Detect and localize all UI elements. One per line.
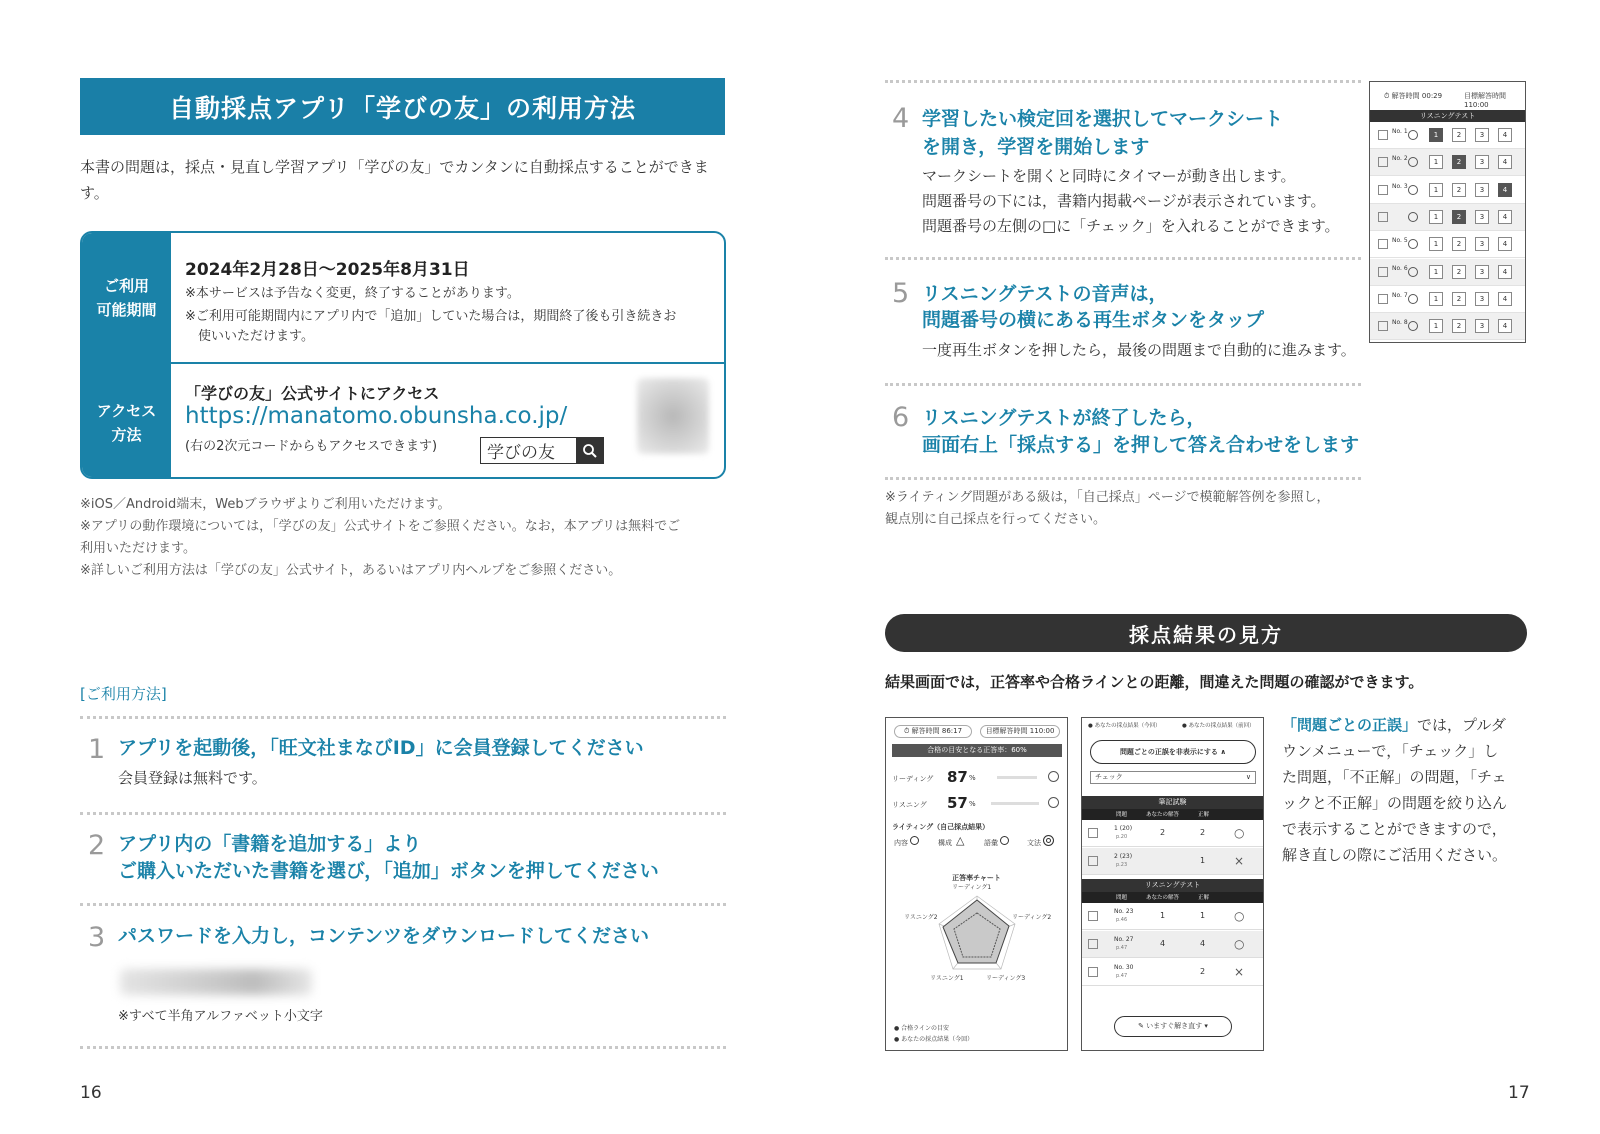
divider [80, 716, 726, 719]
timer-label: ⏱ 解答時間 00:29 [1384, 92, 1443, 100]
divider [885, 257, 1361, 260]
axis-label: リスニング1 [930, 975, 964, 982]
filter-dropdown[interactable]: チェック ∨ [1090, 771, 1256, 784]
answer-choice[interactable]: 1 [1429, 237, 1443, 251]
target-time-label: 目標解答時間 110:00 [1464, 92, 1506, 109]
answer-choice[interactable]: 1 [1429, 265, 1443, 279]
correct-answer: 2 [1200, 967, 1206, 976]
double-circle-icon [1043, 835, 1054, 846]
redo-button[interactable]: ✎ いますぐ解き直す ▾ [1114, 1016, 1232, 1037]
page-number-right: 17 [1508, 1083, 1530, 1103]
step-title: パスワードを入力し，コンテンツをダウンロードしてください [118, 925, 650, 947]
period-note-1: ※本サービスは予告なく変更，終了することがあります。 [185, 286, 520, 301]
answer-choice[interactable]: 2 [1452, 292, 1466, 306]
step-title-line2: 画面右上「採点する」を押して答え合わせをします [922, 434, 1360, 456]
question-number: No. 8 [1392, 319, 1408, 327]
answer-choice[interactable]: 2 [1452, 319, 1466, 333]
result-intro: 結果画面では，正答率や合格ラインとの距離，間違えた問題の確認ができます。 [885, 673, 1424, 691]
play-icon[interactable] [1408, 267, 1418, 277]
target-time: 目標解答時間 110:00 [980, 725, 1060, 738]
answer-choice[interactable]: 2 [1452, 265, 1466, 279]
question-page: p.47 [1116, 945, 1128, 951]
answer-choice[interactable]: 4 [1498, 237, 1512, 251]
check-box[interactable] [1378, 239, 1388, 249]
usage-section-tag: [ご利用方法] [80, 685, 167, 703]
writing-note: 観点別に自己採点を行ってください。 [885, 512, 1107, 527]
answer-choice[interactable]: 3 [1475, 265, 1489, 279]
radar-chart [900, 883, 1055, 1008]
step-title: リスニングテストが終了したら， [922, 407, 1206, 429]
result-mark: ○ [1234, 909, 1245, 923]
criterion-vocab: 語彙 [984, 839, 998, 847]
check-box[interactable] [1378, 185, 1388, 195]
correct-answer: 1 [1200, 856, 1206, 865]
marksheet-row [1370, 313, 1525, 340]
step-title-line2: を開き，学習を開始します [922, 136, 1150, 158]
step-number: 5 [892, 278, 910, 309]
answer-choice[interactable]: 3 [1475, 292, 1489, 306]
answer-choice[interactable]: 1 [1429, 128, 1443, 142]
section-bar: 筆記試験 [1082, 796, 1263, 809]
check-box[interactable] [1378, 130, 1388, 140]
answer-choice[interactable]: 1 [1429, 292, 1443, 306]
divider [885, 383, 1361, 386]
circle-mark-icon [910, 836, 919, 845]
access-heading: 「学びの友」公式サイトにアクセス [185, 384, 440, 403]
check-box[interactable] [1088, 828, 1098, 838]
divider [80, 812, 726, 815]
question-page: p.20 [1116, 834, 1128, 840]
notes [80, 494, 730, 582]
step-number: 1 [88, 734, 106, 765]
question-number: No. 2 [1392, 155, 1408, 163]
question-number: 1 (20) [1114, 825, 1133, 832]
step-number: 6 [892, 402, 910, 433]
answer-choice[interactable]: 4 [1498, 128, 1512, 142]
divider [80, 903, 726, 906]
answer-choice[interactable]: 3 [1475, 210, 1489, 224]
password-note: ※すべて半角アルファベット小文字 [118, 1009, 323, 1024]
question-results-screenshot [1081, 717, 1264, 1051]
table-header: 問題 あなたの解答 正解 [1082, 809, 1263, 820]
chart-title: 正答率チャート [952, 874, 1001, 882]
step-number: 2 [88, 830, 106, 861]
marksheet-row [1370, 177, 1525, 204]
question-number: No. 30 [1114, 964, 1134, 971]
result-mark: ○ [1234, 937, 1245, 951]
axis-label: リーディング2 [1012, 914, 1052, 921]
section-bar: リスニングテスト [1370, 110, 1525, 122]
reading-status-text [997, 776, 1037, 779]
criterion-grammar: 文法 [1027, 839, 1041, 847]
question-number: No. 7 [1392, 291, 1408, 299]
axis-label: リーディング1 [952, 884, 992, 891]
marksheet-row [1370, 122, 1525, 149]
table-row [1082, 820, 1263, 847]
your-answer: 2 [1160, 828, 1166, 837]
check-box[interactable] [1378, 157, 1388, 167]
page-number-left: 16 [80, 1083, 102, 1103]
qr-code[interactable] [637, 378, 709, 454]
answer-choice[interactable]: 3 [1475, 183, 1489, 197]
period-date: 2024年2月28日〜2025年8月31日 [185, 260, 470, 280]
answer-choice[interactable]: 4 [1498, 183, 1512, 197]
answer-choice[interactable]: 3 [1475, 155, 1489, 169]
check-box[interactable] [1378, 321, 1388, 331]
step-title: アプリ内の「書籍を追加する」より [118, 833, 422, 855]
step-number: 4 [892, 103, 910, 134]
triangle-mark-icon: △ [956, 834, 965, 847]
question-number: No. 1 [1392, 128, 1408, 135]
result-section-title: 採点結果の見方 [885, 614, 1527, 652]
answer-choice[interactable]: 3 [1475, 319, 1489, 333]
axis-label: リスニング2 [904, 914, 938, 921]
step-body: 問題番号の下には，書籍内掲載ページが表示されています。 [922, 192, 1326, 210]
period-label: ご利用 可能期間 [82, 233, 171, 363]
question-number: No. 5 [1392, 237, 1408, 245]
chevron-down-icon: ∨ [1245, 773, 1251, 781]
your-answer: 1 [1160, 911, 1166, 920]
reading-score: 87 [947, 768, 968, 786]
check-box[interactable] [1088, 856, 1098, 866]
writing-note: ※ライティング問題がある級は，「自己採点」ページで模範解答例を参照し， [885, 490, 1330, 505]
answer-choice[interactable]: 2 [1452, 155, 1466, 169]
play-icon[interactable] [1408, 185, 1418, 195]
play-icon[interactable] [1408, 130, 1418, 140]
question-page: p.47 [1116, 973, 1128, 979]
step-title: 学習したい検定回を選択してマークシート [922, 108, 1284, 130]
criterion-structure: 構成 [938, 839, 952, 847]
listening-score: 57 [947, 794, 968, 812]
divider [80, 1046, 726, 1049]
result-mark: × [1234, 854, 1245, 868]
listening-label: リスニング [892, 801, 927, 809]
question-number: No. 6 [1392, 264, 1408, 272]
table-header: 問題 あなたの解答 正解 [1082, 892, 1263, 903]
pass-line-bar: 合格の目安となる正答率：60% [892, 744, 1062, 757]
writing-label: ライティング（自己採点結果） [892, 823, 990, 831]
answer-choice[interactable]: 2 [1452, 183, 1466, 197]
correct-answer: 1 [1200, 911, 1206, 920]
period-note-2: ※ご利用可能期間内にアプリ内で「追加」していた場合は，期間終了後も引き続きお [185, 309, 677, 324]
check-box[interactable] [1378, 294, 1388, 304]
score-screenshot [885, 717, 1068, 1051]
check-box[interactable] [1088, 967, 1098, 977]
reading-label: リーディング [892, 775, 934, 783]
table-row [1082, 903, 1263, 930]
section-bar: リスニングテスト [1082, 879, 1263, 892]
percent-sign: % [969, 800, 976, 808]
divider [885, 477, 1361, 480]
answer-choice[interactable]: 4 [1498, 319, 1512, 333]
qr-note: (右の2次元コードからもアクセスできます) [185, 439, 438, 454]
marksheet-row [1370, 149, 1525, 176]
smile-icon [1048, 797, 1059, 808]
answer-choice[interactable]: 1 [1429, 155, 1443, 169]
answer-choice[interactable]: 2 [1452, 237, 1466, 251]
step-body: 会員登録は無料です。 [118, 769, 267, 787]
step-title: アプリを起動後，「旺文社まなびID」に会員登録してください [118, 737, 644, 759]
search-box[interactable] [480, 437, 604, 464]
marksheet-row [1370, 286, 1525, 313]
row-divider [82, 362, 724, 364]
legend-item: ● 合格ラインの目安 [894, 1025, 949, 1032]
note-line: ※iOS／Android端末，Webブラウザよりご利用いただけます。 [80, 497, 451, 512]
answer-choice[interactable]: 2 [1452, 128, 1466, 142]
answer-choice[interactable]: 4 [1498, 155, 1512, 169]
note-line: ※詳しいご利用方法は「学びの友」公式サイト，あるいはアプリ内ヘルプをご参照ください。 [80, 563, 622, 578]
side-heading: 「問題ごとの正誤」 [1282, 716, 1418, 734]
step-number: 3 [88, 922, 106, 953]
play-icon[interactable] [1408, 157, 1418, 167]
correct-answer: 4 [1200, 939, 1206, 948]
step-body: 問題番号の左側の□に「チェック」を入れることができます。 [922, 217, 1340, 235]
legend-item: ● あなたの採点結果（今回） [894, 1036, 974, 1043]
answer-choice[interactable]: 3 [1475, 237, 1489, 251]
search-box-text: 学びの友 [487, 443, 555, 463]
intro-text: 本書の問題は，採点・見直し学習アプリ「学びの友」でカンタンに自動採点することができます。 [80, 158, 709, 202]
play-icon[interactable] [1408, 321, 1418, 331]
step-body: 一度再生ボタンを押したら，最後の問題まで自動的に進みます。 [922, 341, 1356, 359]
question-number: No. 23 [1114, 908, 1134, 915]
table-row [1082, 848, 1263, 875]
percent-sign: % [969, 774, 976, 782]
marksheet-row [1370, 204, 1525, 231]
search-icon[interactable] [576, 438, 603, 463]
answer-choice[interactable]: 4 [1498, 292, 1512, 306]
smile-icon [1048, 771, 1059, 782]
check-box[interactable] [1088, 911, 1098, 921]
answer-choice[interactable]: 1 [1429, 210, 1443, 224]
step-body: マークシートを開くと同時にタイマーが動き出します。 [922, 167, 1296, 185]
side-explanation: 「問題ごとの正誤」では，プルダ ウンメニューで，「チェック」し た問題，「不正解」の問題，「チェ ックと不正解」の問題を絞り込ん で表示することができますので， 解き直しの際にご活用ください。 [1282, 716, 1508, 864]
info-box [80, 231, 726, 479]
legend-last-time: ● あなたの採点結果（前回） [1182, 723, 1255, 729]
check-box[interactable] [1378, 267, 1388, 277]
step-title: リスニングテストの音声は， [922, 283, 1168, 305]
listening-status-text [991, 802, 1039, 805]
marksheet-screenshot [1369, 81, 1526, 343]
correct-answer: 2 [1200, 828, 1206, 837]
question-page: p.23 [1116, 862, 1128, 868]
answer-choice[interactable]: 1 [1429, 319, 1443, 333]
play-icon[interactable] [1408, 212, 1418, 222]
question-number: No. 27 [1114, 936, 1134, 943]
page-title: 自動採点アプリ「学びの友」の利用方法 [80, 78, 725, 135]
check-box[interactable] [1378, 212, 1388, 222]
note-line: 利用いただけます。 [80, 541, 196, 556]
check-box[interactable] [1088, 939, 1098, 949]
marksheet-row [1370, 231, 1525, 258]
table-row [1082, 931, 1263, 958]
play-icon[interactable] [1408, 239, 1418, 249]
toggle-results-button[interactable]: 問題ごとの正誤を非表示にする ∧ [1090, 740, 1256, 764]
table-row [1082, 959, 1263, 986]
divider [885, 80, 1361, 83]
circle-mark-icon [1000, 836, 1009, 845]
question-number: 2 (23) [1114, 853, 1133, 860]
answer-choice[interactable]: 2 [1452, 210, 1466, 224]
step-title-line2: ご購入いただいた書籍を選び，「追加」ボタンを押してください [118, 860, 659, 882]
answer-choice[interactable]: 3 [1475, 128, 1489, 142]
note-line: ※アプリの動作環境については，「学びの友」公式サイトをご参照ください。なお，本アプリは無料でご [80, 519, 681, 534]
marksheet-rows [1370, 122, 1525, 342]
answer-choice[interactable]: 4 [1498, 265, 1512, 279]
access-label: アクセス 方法 [82, 364, 171, 479]
answer-choice[interactable]: 1 [1429, 183, 1443, 197]
result-mark: ○ [1234, 826, 1245, 840]
question-number: No. 3 [1392, 182, 1408, 190]
question-page: p.46 [1116, 917, 1128, 923]
axis-label: リーディング3 [986, 975, 1026, 982]
legend-this-time: ● あなたの採点結果（今回） [1088, 723, 1161, 729]
criterion-content: 内容 [894, 839, 908, 847]
result-mark: × [1234, 965, 1245, 979]
site-url-link[interactable]: https://manatomo.obunsha.co.jp/ [185, 403, 568, 429]
password-blurred [120, 969, 312, 995]
step-title-line2: 問題番号の横にある再生ボタンをタップ [922, 309, 1265, 331]
play-icon[interactable] [1408, 294, 1418, 304]
answer-choice[interactable]: 4 [1498, 210, 1512, 224]
your-answer: 4 [1160, 939, 1166, 948]
marksheet-row [1370, 259, 1525, 286]
period-note-2b: 使いいただけます。 [198, 329, 314, 344]
elapsed-time: ⏱ 解答時間 86:17 [894, 725, 972, 738]
